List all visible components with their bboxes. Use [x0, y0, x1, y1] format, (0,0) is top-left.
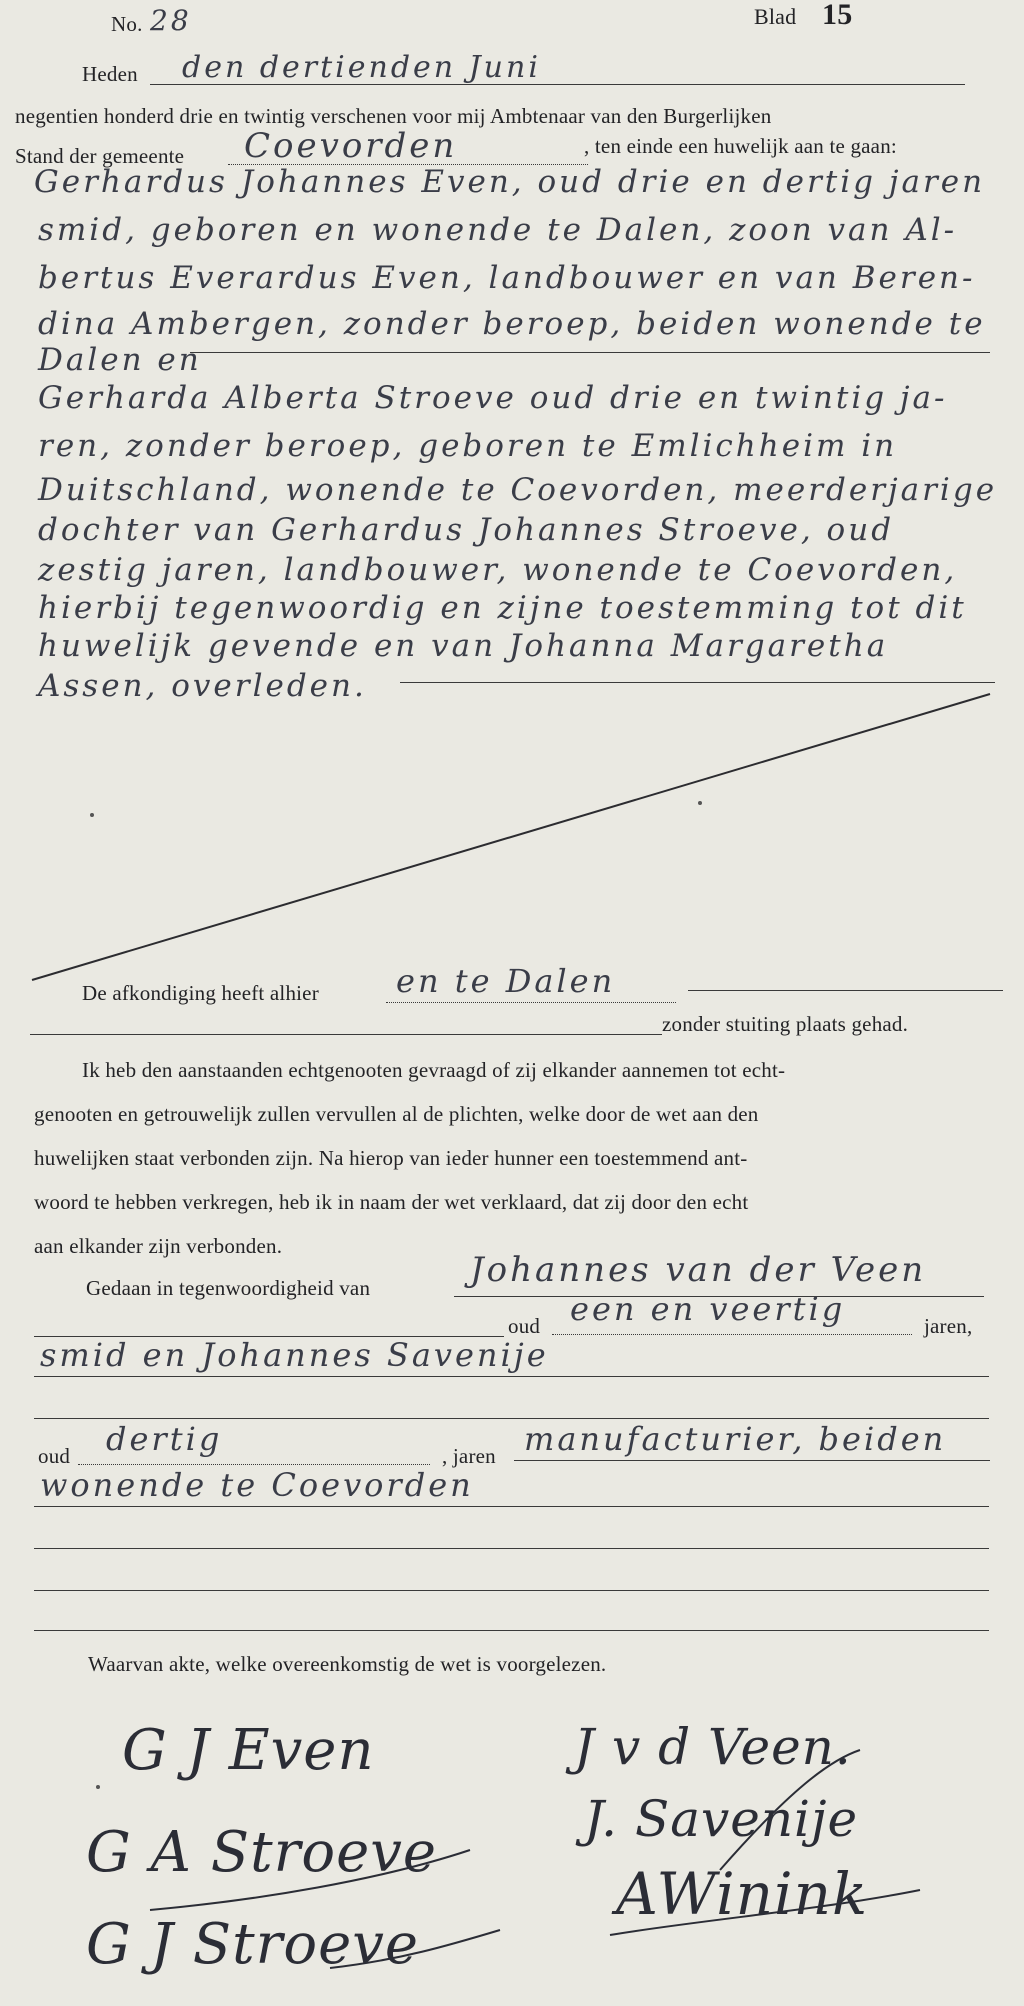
- witness-2-jaren-label: , jaren: [442, 1444, 496, 1468]
- heden-value: den dertienden Juni: [182, 50, 541, 85]
- witness-1-oud-label: oud: [508, 1314, 541, 1338]
- heden-label: Heden: [82, 62, 138, 86]
- declaration-line: genooten en getrouwelijk zullen vervullen al de plichten, welke door de wet aan den: [34, 1102, 759, 1126]
- signature-registrar: AWinink: [616, 1860, 869, 1928]
- witness-1-age: een en veertig: [570, 1290, 846, 1328]
- afkondiging-value: en te Dalen: [396, 962, 616, 1000]
- afkondiging-tail: zonder stuiting plaats gehad.: [662, 1012, 909, 1036]
- witness-2-job: manufacturier, beiden: [524, 1420, 947, 1458]
- declaration-line: aan elkander zijn verbonden.: [34, 1234, 283, 1258]
- body-line: dochter van Gerhardus Johannes Stroeve, oud: [38, 512, 895, 548]
- blad-label: Blad: [754, 4, 797, 29]
- afkondiging-label: De afkondiging heeft alhier: [82, 981, 319, 1005]
- body-line: ren, zonder beroep, geboren te Emlichheim in: [38, 428, 898, 464]
- body-line: Dalen en: [38, 342, 202, 378]
- blad-value: 15: [822, 0, 853, 31]
- body-line: Duitschland, wonende te Coevorden, meerderjarige: [38, 472, 998, 508]
- declaration-line: woord te hebben verkregen, heb ik in naam der wet verklaard, dat zij door den echt: [34, 1190, 749, 1214]
- witness-2-oud-label: oud: [38, 1444, 71, 1468]
- body-line: zestig jaren, landbouwer, wonende te Coevorden,: [38, 552, 958, 588]
- signature-bride-father: G J Stroeve: [86, 1912, 420, 1977]
- declaration-line: huwelijken staat verbonden zijn. Na hierop van ieder hunner een toestemmend ant-: [34, 1146, 748, 1170]
- body-line: Assen, overleden.: [38, 668, 367, 704]
- witness-1-job-and-witness-2: smid en Johannes Savenije: [40, 1336, 549, 1374]
- witness-1-jaren-label: jaren,: [924, 1314, 973, 1338]
- declaration-line: Ik heb den aanstaanden echtgenooten gevraagd of zij elkander aannemen tot echt-: [82, 1058, 786, 1082]
- signature-witness-2: J. Savenije: [584, 1790, 859, 1848]
- body-line: dina Ambergen, zonder beroep, beiden wonende te: [38, 306, 986, 342]
- witnesses-label: Gedaan in tegenwoordigheid van: [86, 1276, 371, 1300]
- body-line: huwelijk gevende en van Johanna Margaretha: [38, 628, 889, 664]
- record-number-label: No.: [111, 12, 143, 36]
- gemeente-value: Coevorden: [244, 126, 458, 166]
- witness-2-age: dertig: [106, 1420, 223, 1458]
- signature-groom: G J Even: [122, 1718, 375, 1783]
- body-line: hierbij tegenwoordig en zijne toestemming tot dit: [38, 590, 967, 626]
- body-line: smid, geboren en wonende te Dalen, zoon van Al-: [38, 212, 958, 248]
- witness-residence: wonende te Coevorden: [40, 1466, 474, 1504]
- body-line: Gerhardus Johannes Even, oud drie en dertig jaren: [34, 164, 986, 200]
- closing-statement: Waarvan akte, welke overeenkomstig de wet is voorgelezen.: [88, 1652, 607, 1676]
- witness-1-name: Johannes van der Veen: [470, 1250, 927, 1290]
- body-line: bertus Everardus Even, landbouwer en van Beren-: [38, 260, 976, 296]
- record-number-value: 28: [150, 4, 192, 37]
- intro-line-2: negentien honderd drie en twintig verschenen voor mij Ambtenaar van den Burgerlijken: [15, 104, 772, 128]
- signature-bride: G A Stroeve: [86, 1820, 438, 1885]
- stand-tail: , ten einde een huwelijk aan te gaan:: [584, 134, 897, 158]
- stand-label: Stand der gemeente: [15, 144, 185, 168]
- body-line: Gerharda Alberta Stroeve oud drie en twintig ja-: [38, 380, 948, 416]
- signature-witness-1: J v d Veen.: [574, 1718, 852, 1776]
